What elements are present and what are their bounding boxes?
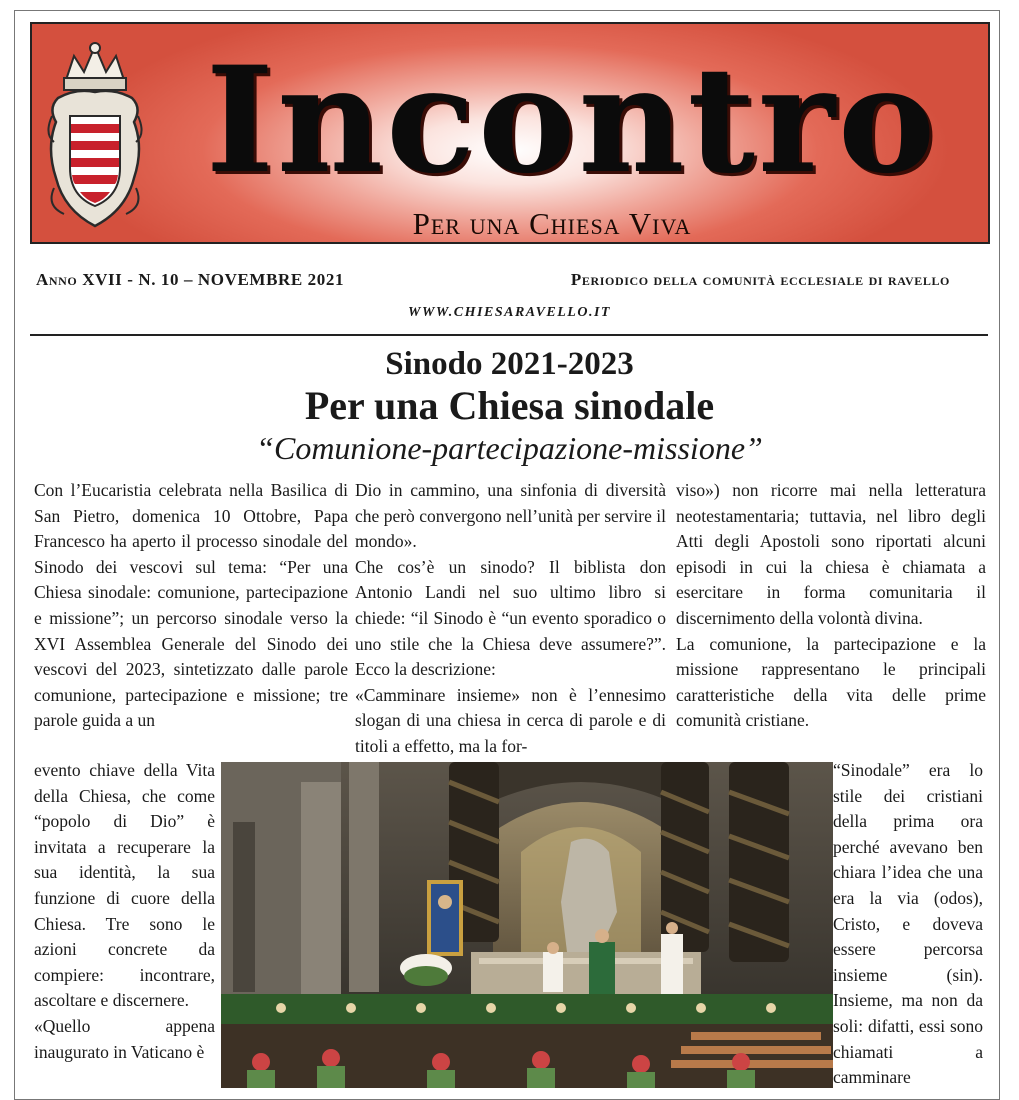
issue-number: Anno XVII - N. 10 – NOVEMBRE 2021 — [36, 270, 345, 289]
article-column-3-continued — [833, 758, 983, 1091]
article-column-1 — [34, 478, 348, 734]
basilica-mass-photo — [221, 762, 833, 1088]
paragraph: viso») non ricorre mai nella letteratura neotestamentaria; tuttavia, nel libro degli Atti degli Apostoli sono riportati alcuni episodi in cui la chiesa è chiamata a esercitare in forma comunitaria il discernimento della volontà divina. — [676, 480, 986, 628]
paragraph: Dio in cammino, una sinfonia di diversità che però convergono nell’unità per servire il mondo». — [355, 480, 666, 552]
header-divider — [30, 334, 988, 336]
article-column-2 — [355, 478, 666, 760]
paragraph: evento chiave della Vita della Chiesa, che come “popolo di Dio” è invitata a recuperare la sua identità, la sua funzione di cuore della Chiesa. Tre sono le azioni concrete da compiere: incontrare, ascoltare e discernere. — [34, 760, 215, 1011]
masthead-subtitle: Per una Chiesa Viva — [412, 206, 692, 241]
ravello-coat-of-arms-icon — [44, 38, 146, 234]
paragraph: La comunione, la partecipazione e la missione rappresentano le principali caratteristiche della vita delle prime comunità cristiane. — [676, 633, 986, 731]
article-kicker: Sinodo 2021-2023 — [385, 346, 634, 382]
article-headline: Per una Chiesa sinodale — [304, 383, 715, 428]
website-link[interactable]: WWW.CHIESARAVELLO.IT — [408, 305, 611, 320]
masthead — [30, 22, 990, 244]
masthead-title: Incontro — [205, 35, 939, 206]
paragraph: Che cos’è un sinodo? Il biblista don Antonio Landi nel suo ultimo libro si chiede: “il Sinodo è “un evento sporadico o uno stile che la Chiesa deve assumere?”. Ecco la descrizione: — [355, 556, 666, 680]
article-column-3 — [676, 478, 986, 734]
article-column-1-continued — [34, 758, 215, 1065]
paragraph: «Quello appena inaugurato in Vaticano è — [34, 1015, 215, 1062]
issue-info-row — [36, 270, 986, 296]
paragraph: «Camminare insieme» non è l’ennesimo slogan di una chiesa in cerca di parole e di titoli a effetto, ma la for- — [355, 684, 666, 756]
paragraph: “Sinodale” era lo stile dei cristiani della prima ora perché avevano ben chiara l’idea che una era la via (odos), Cristo, e doveva essere percorsa insieme (sin). Insieme, ma non da soli: difatti, essi sono chiamati a camminare — [833, 760, 983, 1088]
publisher-line: Periodico della comunità ecclesiale di ravello — [570, 270, 950, 289]
paragraph: Con l’Eucaristia celebrata nella Basilica di San Pietro, domenica 10 Ottobre, Papa Francesco ha aperto il processo sinodale del Sinodo dei vescovi sul tema: “Per una Chiesa sinodale: comunione, partecipazione e missione”; un percorso sinodale verso la XVI Assemblea Generale del Sinodo dei vescovi del 2023, sintetizzato dalle parole comunione, partecipazione e missione; tre parole guida a un — [34, 480, 348, 731]
article-tagline: “Comunione-partecipazione-missione” — [256, 430, 763, 466]
